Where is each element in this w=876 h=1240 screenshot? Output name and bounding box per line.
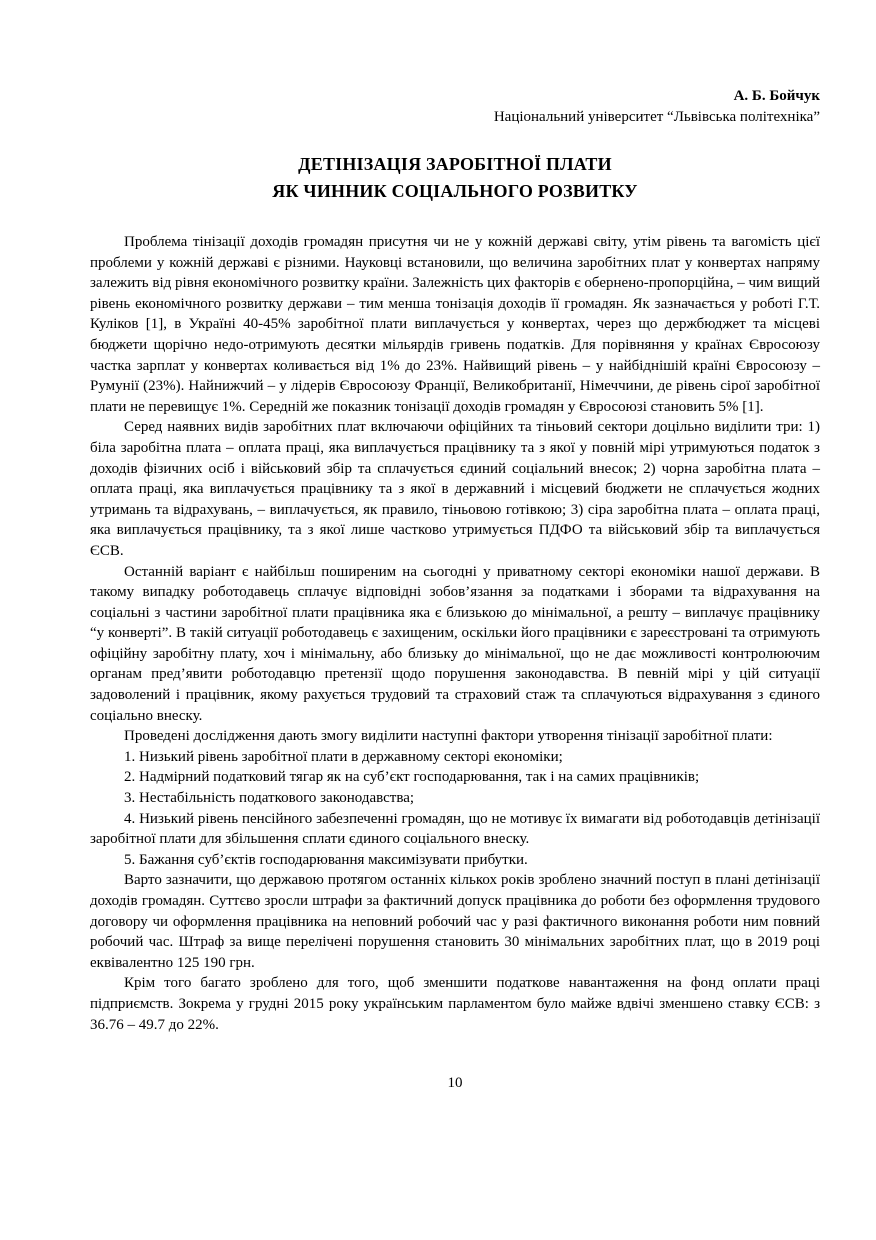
author-affiliation: Національний університет “Львівська політехніка”	[493, 109, 820, 125]
list-item-4: 4. Низький рівень пенсійного забезпеченні громадян, що не мотивує їх вимагати від роботодавців детінізації заробітної плати для збільшення сплати єдиного соціального внеску.	[90, 810, 820, 848]
paragraph-5: Варто зазначити, що державою протягом останніх кількох років зроблено значний поступ в плані детінізації доходів громадян. Суттєво зросли штрафи за фактичний допуск працівника до роботи без оформлення трудового договору чи оформлення працівника на неповний робочий час у разі фактичного виконання роботи ним повний робочий час. Штраф за вище перелічені порушення становить 30 мінімальних заробітних плат, що в 2019 році еквівалентно 125 190 грн.	[90, 872, 820, 971]
list-item-1: 1. Низький рівень заробітної плати в державному секторі економіки;	[124, 748, 563, 765]
article-body	[90, 232, 820, 1035]
paragraph-4: Проведені дослідження дають змогу виділити наступні фактори утворення тінізації заробітної плати:	[124, 728, 773, 745]
author-name: А. Б. Бойчук	[733, 88, 820, 104]
paragraph-2: Серед наявних видів заробітних плат включаючи офіційних та тіньовий сектори доцільно виділити три: 1) біла заробітна плата – оплата праці, яка виплачується працівнику та з якої у повній мірі утримуються податок з доходів фізичних осіб і військовий збір та сплачується єдиний соціальний внесок; 2) чорна заробітна плата – оплата праці, яка виплачується працівнику та з якої в державний і місцевий бюджети не сплачується жодних утримань та відрахувань, – виплачується, як правило, тіньовою готівкою; 3) сіра заробітна плата – оплата праці, яка виплачується працівнику, та з якої лише частково утримується ПДФО та військовий збір та виплачується ЄСВ.	[90, 419, 820, 559]
paragraph-1: Проблема тінізації доходів громадян присутня чи не у кожній державі світу, утім рівень та вагомість цієї проблеми у кожній державі є різними. Науковці встановили, що величина заробітних плат у конвертах напряму залежить від рівня економічного розвитку країни. Залежність цих факторів є обернено-пропорційна, – чим вищий рівень економічного розвитку держави – тим менша тонізація доходів її громадян. Як зазначається у роботі Г.Т. Куліков [1], в Україні 40-45% заробітної плати виплачується у конвертах, через що держбюджет та місцеві бюджети щорічно недо-отримують десятки мільярдів гривень податків. Для порівняння у країнах Євросоюзу частка зарплат у конвертах коливається від 1% до 23%. Найвищий рівень – у найбіднішій країні Євросоюзу – Румунії (23%). Найнижчий – у лідерів Євросоюзу Франції, Великобританії, Німеччини, де рівень сірої заробітної плати не перевищує 1%. Середній же показник тонізації доходів громадян у Євросоюзі становить 5% [1].	[90, 234, 820, 415]
paragraph-6: Крім того багато зроблено для того, щоб зменшити податкове навантаження на фонд оплати праці підприємств. Зокрема у грудні 2015 року українським парламентом було майже вдвічі зменшено ставку ЄСВ: з 36.76 – 49.7 до 22%.	[90, 975, 820, 1033]
paper-title-line-2: ЯК ЧИННИК СОЦІАЛЬНОГО РОЗВИТКУ	[272, 181, 638, 201]
author-block	[90, 86, 820, 128]
paper-title-line-1: ДЕТІНІЗАЦІЯ ЗАРОБІТНОЇ ПЛАТИ	[298, 154, 612, 174]
page-footer	[90, 1073, 820, 1093]
list-item-5: 5. Бажання суб’єктів господарювання максимізувати прибутки.	[124, 851, 528, 868]
page-number: 10	[447, 1075, 463, 1092]
list-item-3: 3. Нестабільність податкового законодавства;	[124, 790, 415, 807]
paragraph-3: Останній варіант є найбільш поширеним на сьогодні у приватному секторі економіки нашої держави. В такому випадку роботодавець сплачує відповідні зобов’язання за податками і зборами та відрахування на соціальні з частини заробітної плати працівника яка є близькою до мінімальної, а решту – виплачує працівнику “у конверті”. В такій ситуації роботодавець є захищеним, оскільки його працівники є зареєстровані та отримують офіційну заробітну плату, хоч і мінімальну, або близьку до мінімальної, що не дає можливості контролюючим органам пред’явити роботодавцю претензії щодо порушення законодавства. В певній мірі у цій ситуації задоволений і працівник, якому рахується трудовий та страховий стаж та сплачуються відрахування з єдиного соціально внеску.	[90, 563, 820, 724]
paper-title	[90, 151, 820, 205]
list-item-2: 2. Надмірний податковий тягар як на суб’єкт господарювання, так і на самих працівників;	[124, 769, 700, 786]
